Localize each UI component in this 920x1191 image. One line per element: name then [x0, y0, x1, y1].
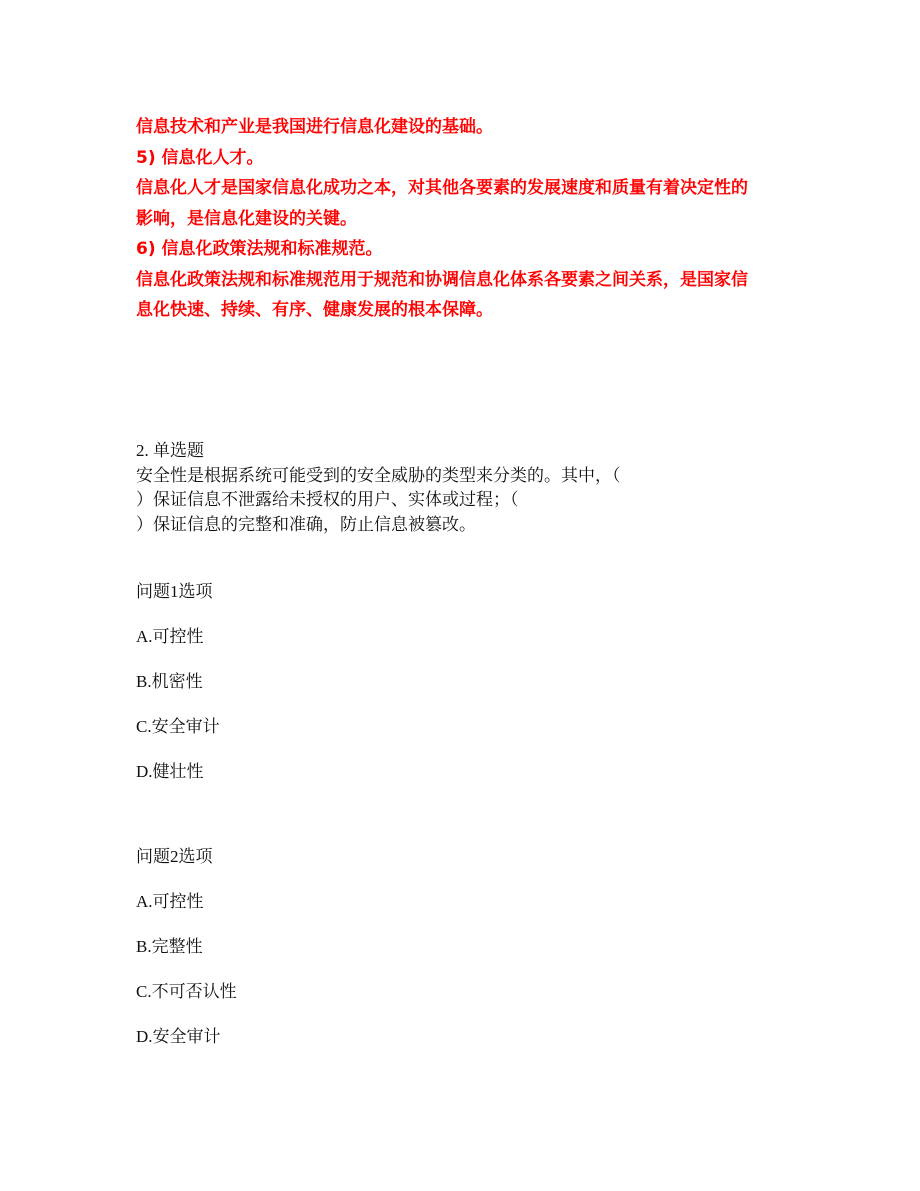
- answer-line: 5) 信息化人才。: [136, 147, 264, 168]
- option-group-title: 问题1选项: [136, 582, 213, 601]
- answer-line: 信息技术和产业是我国进行信息化建设的基础。: [136, 117, 493, 137]
- answer-line: 6) 信息化政策法规和标准规范。: [136, 239, 383, 259]
- option-b[interactable]: B.完整性: [136, 937, 203, 956]
- option-a[interactable]: A.可控性: [136, 627, 204, 646]
- question-stem-line: ）保证信息不泄露给未授权的用户、实体或过程；（: [136, 490, 519, 509]
- question-number-type: 2. 单选题: [136, 441, 204, 460]
- answer-line: 息化快速、持续、有序、健康发展的根本保障。: [136, 300, 493, 320]
- answer-explanation: [136, 112, 796, 326]
- answer-line: 影响，是信息化建设的关键。: [136, 208, 357, 229]
- option-d[interactable]: D.健壮性: [136, 762, 204, 781]
- question-stem-line: ）保证信息的完整和准确，防止信息被篡改。: [136, 514, 476, 534]
- option-c[interactable]: C.安全审计: [136, 717, 220, 736]
- option-group-title: 问题2选项: [136, 847, 213, 866]
- option-a[interactable]: A.可控性: [136, 892, 204, 911]
- answer-line: 信息化政策法规和标准规范用于规范和协调信息化体系各要素之间关系，是国家信: [136, 269, 748, 290]
- option-d[interactable]: D.安全审计: [136, 1027, 221, 1046]
- option-c[interactable]: C.不可否认性: [136, 982, 237, 1001]
- question-block: [136, 439, 796, 537]
- answer-line: 信息化人才是国家信息化成功之本，对其他各要素的发展速度和质量有着决定性的: [136, 178, 748, 198]
- question-stem-line: 安全性是根据系统可能受到的安全威胁的类型来分类的。其中，（: [136, 465, 621, 485]
- option-b[interactable]: B.机密性: [136, 672, 203, 691]
